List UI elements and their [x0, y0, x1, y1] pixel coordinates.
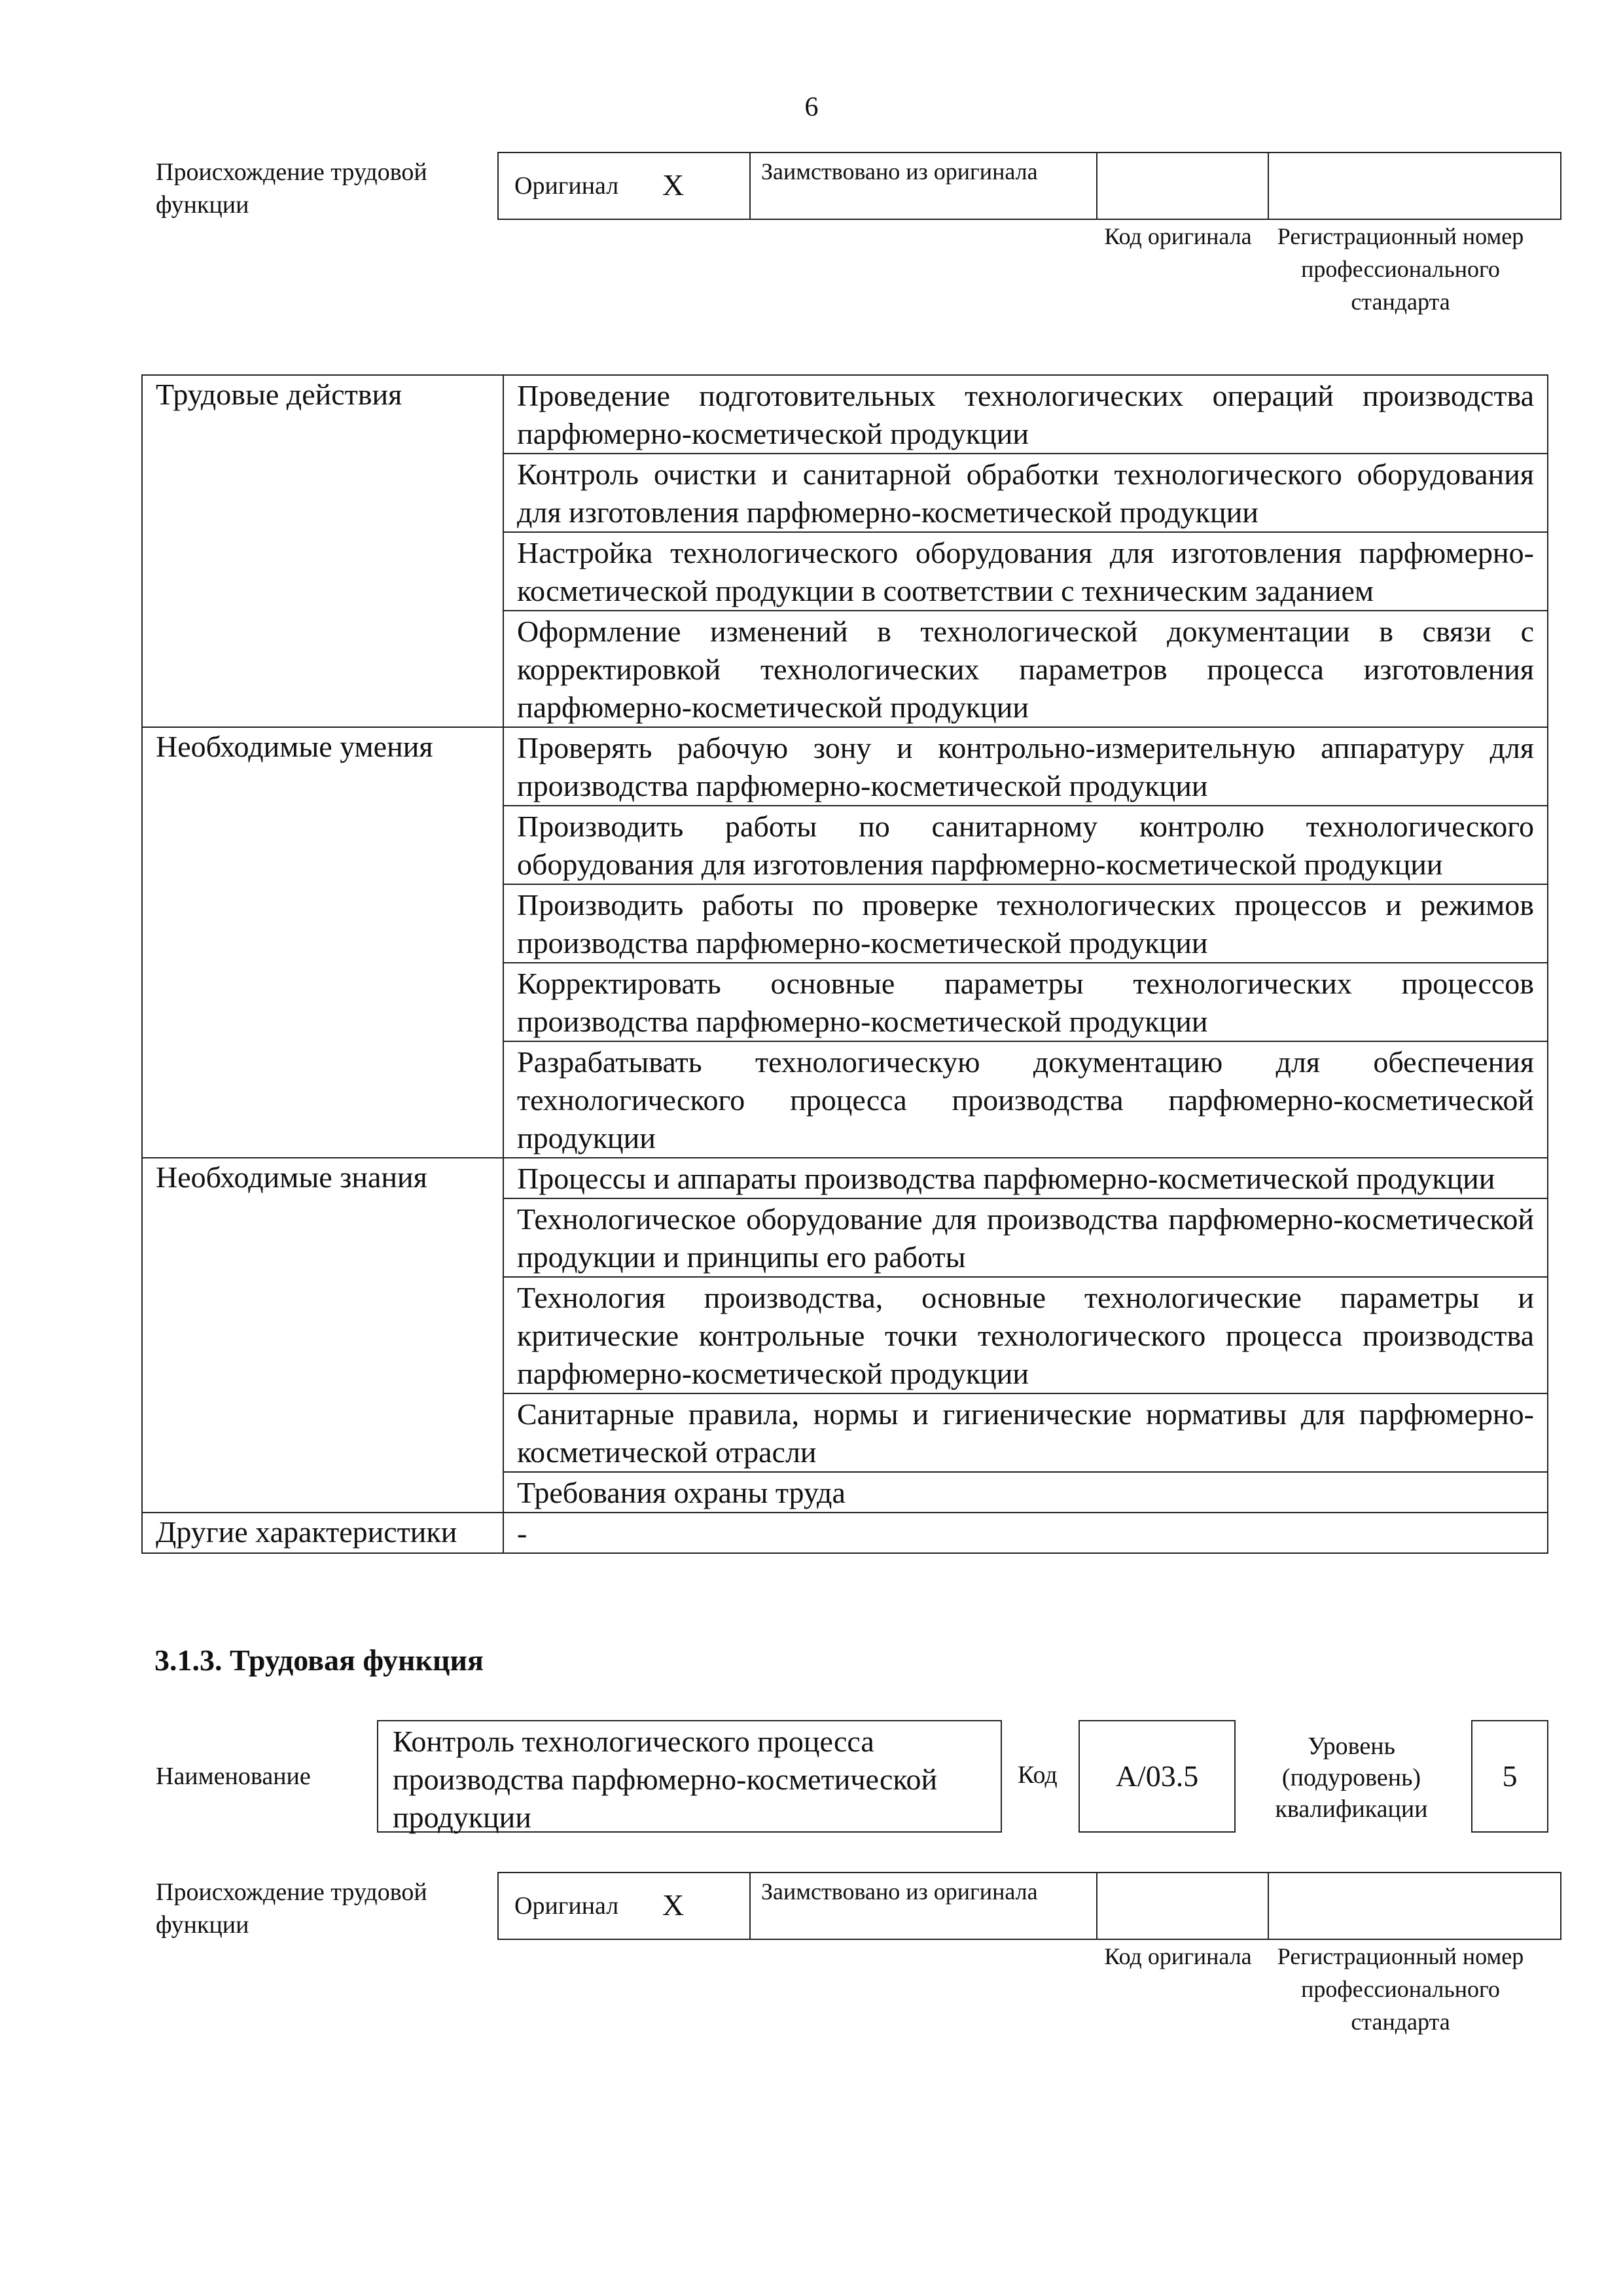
knowledge-item: Технологическое оборудование для производства парфюмерно-косметической продукции и принципы его работы — [503, 1198, 1548, 1277]
other-value: - — [503, 1513, 1548, 1553]
origin-box — [497, 152, 1561, 220]
labor-action-item: Контроль очистки и санитарной обработки технологического оборудования для изготовления парфюмерно-косметической продукции — [503, 454, 1548, 532]
level-value-box: 5 — [1471, 1720, 1548, 1833]
skill-item: Разрабатывать технологическую документацию для обеспечения технологического процесса производства парфюмерно-косметической продукции — [503, 1041, 1548, 1158]
name-label: Наименование — [156, 1763, 311, 1790]
labor-action-item: Настройка технологического оборудования для изготовления парфюмерно-косметической продукции в соответствии с техническим заданием — [503, 532, 1548, 611]
labor-action-item: Проведение подготовительных технологических операций производства парфюмерно-косметической продукции — [503, 375, 1548, 454]
skill-item: Проверять рабочую зону и контрольно-измерительную аппаратуру для производства парфюмерно-косметической продукции — [503, 727, 1548, 806]
knowledge-item: Технология производства, основные технологические параметры и критические контрольные точки технологического процесса производства парфюмерно-косметической продукции — [503, 1277, 1548, 1393]
knowledge-heading: Необходимые знания — [142, 1158, 503, 1513]
skill-item: Производить работы по санитарному контролю технологического оборудования для изготовления парфюмерно-косметической продукции — [503, 806, 1548, 884]
skills-heading: Необходимые умения — [142, 727, 503, 1158]
original-label: Оригинал — [514, 172, 619, 200]
borrowed-cell: Заимствовано из оригинала — [751, 153, 1097, 219]
code-caption: Код оригинала — [1104, 223, 1252, 249]
reg-number-cell — [1269, 1873, 1560, 1939]
original-cell — [499, 153, 751, 219]
knowledge-item: Санитарные правила, нормы и гигиенические нормативы для парфюмерно-косметической отрасли — [503, 1393, 1548, 1472]
original-code-cell — [1097, 1873, 1269, 1939]
origin-box — [497, 1872, 1561, 1940]
other-heading: Другие характеристики — [142, 1513, 503, 1553]
skill-item: Производить работы по проверке технологических процессов и режимов производства парфюмерно-косметической продукции — [503, 884, 1548, 963]
reg-number-cell — [1269, 153, 1560, 219]
reg-caption: Регистрационный номер профессионального стандарта — [1277, 1943, 1524, 2035]
origin-label: Происхождение трудовой функции — [156, 158, 427, 219]
skill-item: Корректировать основные параметры технологических процессов производства парфюмерно-косметической продукции — [503, 963, 1548, 1041]
page-number: 6 — [804, 92, 819, 122]
section-title: 3.1.3. Трудовая функция — [154, 1643, 484, 1677]
knowledge-item: Требования охраны труда — [503, 1472, 1548, 1513]
labor-function-table — [141, 374, 1548, 1554]
origin-label: Происхождение трудовой функции — [156, 1878, 427, 1939]
labor-action-item: Оформление изменений в технологической документации в связи с корректировкой технологических параметров процесса изготовления парфюмерно-косметической продукции — [503, 611, 1548, 727]
labor-actions-heading: Трудовые действия — [142, 375, 503, 727]
original-mark: X — [662, 1888, 685, 1922]
original-code-cell — [1097, 153, 1269, 219]
original-cell — [499, 1873, 751, 1939]
code-caption: Код оригинала — [1104, 1943, 1252, 1969]
code-value-box: А/03.5 — [1079, 1720, 1236, 1833]
knowledge-item: Процессы и аппараты производства парфюмерно-косметической продукции — [503, 1158, 1548, 1198]
original-mark: X — [662, 168, 685, 202]
original-label: Оригинал — [514, 1892, 619, 1920]
borrowed-cell: Заимствовано из оригинала — [751, 1873, 1097, 1939]
function-name-box: Контроль технологического процесса производства парфюмерно-косметической продукции — [377, 1720, 1002, 1833]
level-label: Уровень (подуровень) квалификации — [1275, 1732, 1428, 1823]
code-label: Код — [1018, 1761, 1058, 1789]
reg-caption: Регистрационный номер профессионального стандарта — [1277, 223, 1524, 315]
